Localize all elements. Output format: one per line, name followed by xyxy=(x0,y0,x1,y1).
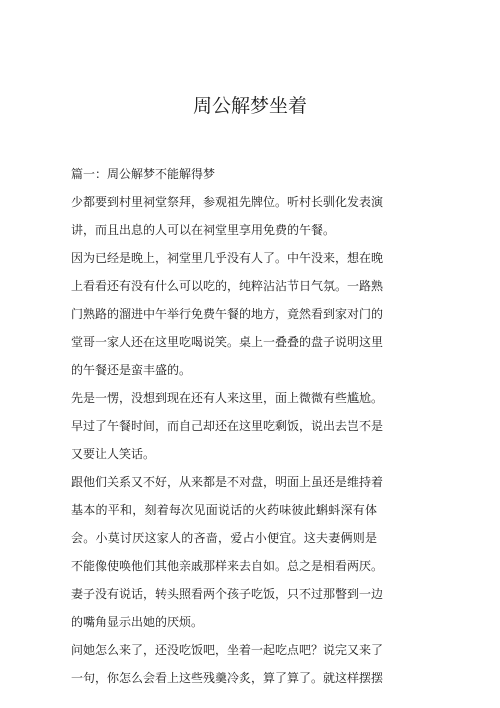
text-line: 妻子没有说话，转头照看两个孩子吃饭，只不过那瞥到一边 xyxy=(71,587,384,601)
text-line: 会。小莫讨厌这家人的吝啬，爱占小便宜。这夫妻俩则是 xyxy=(71,531,377,545)
text-line: 堂哥一家人还在这里吃喝说笑。桌上一叠叠的盘子说明这里 xyxy=(71,335,384,349)
text-line: 一句，你怎么会看上这些残羹冷炙，算了算了。就这样摆摆 xyxy=(71,671,384,685)
text-line: 的午餐还是蛮丰盛的。 xyxy=(71,363,192,377)
text-line: 先是一愣，没想到现在还有人来这里，面上微微有些尴尬。 xyxy=(71,391,384,405)
document-body xyxy=(71,160,384,692)
text-line: 问她怎么来了，还没吃饭吧，坐着一起吃点吧？说完又来了 xyxy=(71,643,384,657)
paragraph-3 xyxy=(71,384,384,468)
paragraph-1 xyxy=(71,188,384,244)
text-line: 早过了午餐时间，而自己却还在这里吃剩饭，说出去岂不是 xyxy=(71,419,384,433)
paragraph-5 xyxy=(71,636,384,692)
text-line: 上看看还有没有什么可以吃的，纯粹沾沾节日气氛。一路熟 xyxy=(71,279,384,293)
text-line: 跟他们关系又不好，从来都是不对盘，明面上虽还是维持着 xyxy=(71,475,384,489)
text-line: 不能像使唤他们其他亲戚那样来去自如。总之是相看两厌。 xyxy=(71,559,384,573)
text-line: 基本的平和，刻着每次见面说话的火药味彼此蝌蚪深有体 xyxy=(71,503,377,517)
text-line: 讲，而且出息的人可以在祠堂里享用免费的午餐。 xyxy=(71,223,336,237)
text-line: 的嘴角显示出她的厌烦。 xyxy=(71,615,204,629)
text-line: 又要让人笑话。 xyxy=(71,447,156,461)
paragraph-2 xyxy=(71,244,384,384)
paragraph-4 xyxy=(71,468,384,636)
text-line: 少都要到村里祠堂祭拜，参观祖先牌位。听村长驯化发表演 xyxy=(71,195,384,209)
page-title: 周公解梦坐着 xyxy=(192,95,307,117)
section-heading: 篇一：周公解梦不能解得梦 xyxy=(71,167,216,181)
text-line: 门熟路的溜进中午举行免费午餐的地方，竟然看到家对门的 xyxy=(71,307,384,321)
text-line: 因为已经是晚上，祠堂里几乎没有人了。中午没来，想在晚 xyxy=(71,251,384,265)
